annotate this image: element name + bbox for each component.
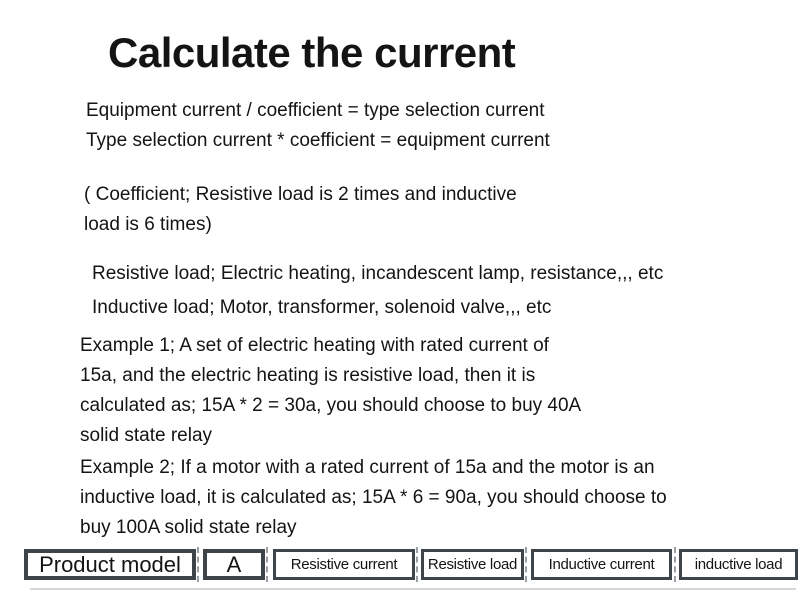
spec-cell-inductive-current: Inductive current	[531, 549, 672, 580]
table-shadow-line	[30, 588, 796, 590]
spec-cell-inductive-load: inductive load	[679, 549, 798, 580]
example1-line-1: Example 1; A set of electric heating with rated current of	[80, 335, 549, 356]
spec-cell-amp-unit: A	[203, 549, 265, 580]
spec-cell-resistive-current: Resistive current	[273, 549, 415, 580]
example1-line-2: 15a, and the electric heating is resistive load, then it is	[80, 365, 536, 386]
coefficient-note-line-1: ( Coefficient; Resistive load is 2 times and inductive	[84, 184, 517, 205]
resistive-load-definition: Resistive load; Electric heating, incandescent lamp, resistance,,, etc	[92, 263, 664, 284]
cell-divider-dashed	[525, 547, 527, 582]
coefficient-note-line-2: load is 6 times)	[84, 214, 212, 235]
inductive-load-definition: Inductive load; Motor, transformer, solenoid valve,,, etc	[92, 297, 552, 318]
cell-divider-dashed	[416, 547, 418, 582]
page-title: Calculate the current	[108, 29, 516, 77]
example2-line-2: inductive load, it is calculated as; 15A * 6 = 90a, you should choose to	[80, 487, 667, 508]
spec-cell-product-model: Product model	[24, 549, 196, 580]
cell-divider-dashed	[266, 547, 268, 582]
example2-line-3: buy 100A solid state relay	[80, 517, 297, 538]
cell-divider-dashed	[197, 547, 199, 582]
cell-divider-dashed	[674, 547, 676, 582]
example1-line-3: calculated as; 15A * 2 = 30a, you should choose to buy 40A	[80, 395, 582, 416]
formula-line-1: Equipment current / coefficient = type selection current	[86, 100, 545, 121]
formula-line-2: Type selection current * coefficient = equipment current	[86, 130, 550, 151]
example2-line-1: Example 2; If a motor with a rated current of 15a and the motor is an	[80, 457, 655, 478]
example1-line-4: solid state relay	[80, 425, 213, 446]
spec-cell-resistive-load: Resistive load	[421, 549, 524, 580]
